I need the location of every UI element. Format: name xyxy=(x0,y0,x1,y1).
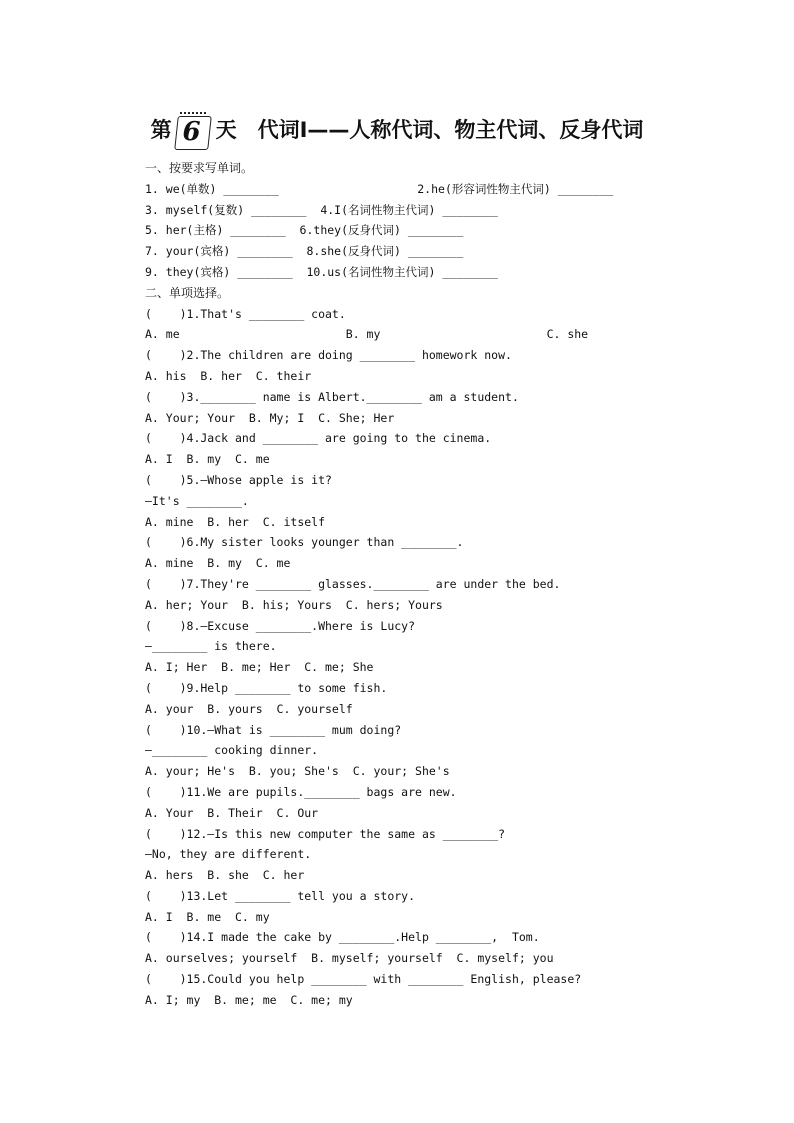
fill-line-5: 9. they(宾格) ________ 10.us(名词性物主代词) ________ xyxy=(145,264,498,279)
question-8: ( )8.—Excuse ________.Where is Lucy? xyxy=(145,618,416,633)
options-15: A. I; my B. me; me C. me; my xyxy=(145,992,353,1007)
calendar-icon xyxy=(174,112,210,150)
question-5: ( )5.—Whose apple is it? xyxy=(145,472,332,487)
question-10: ( )10.—What is ________ mum doing? xyxy=(145,722,402,737)
fill-line-4: 7. your(宾格) ________ 8.she(反身代词) ________ xyxy=(145,244,464,259)
options-7: A. her; Your B. his; Yours C. hers; Yours xyxy=(145,597,443,612)
question-2: ( )2.The children are doing ________ homework now. xyxy=(145,348,512,363)
page-title xyxy=(0,108,794,152)
fill-line-1: 1. we(单数) ________ 2.he(形容词性物主代词) ________ xyxy=(145,181,614,196)
options-1: A. me B. my C. she xyxy=(145,327,589,342)
question-11: ( )11.We are pupils.________ bags are new. xyxy=(145,784,457,799)
options-2: A. his B. her C. their xyxy=(145,368,312,383)
day-number: 6 xyxy=(182,117,201,147)
fill-line-2: 3. myself(复数) ________ 4.I(名词性物主代词) ________ xyxy=(145,202,498,217)
question-1: ( )1.That's ________ coat. xyxy=(145,306,346,321)
question-15: ( )15.Could you help ________ with ________ English, please? xyxy=(145,972,582,987)
section-heading-1: 一、按要求写单词。 xyxy=(145,161,254,175)
options-11: A. Your B. Their C. Our xyxy=(145,805,319,820)
options-6: A. mine B. my C. me xyxy=(145,556,291,571)
question-9: ( )9.Help ________ to some fish. xyxy=(145,680,388,695)
question-5-reply: —It's ________. xyxy=(145,493,249,508)
options-4: A. I B. my C. me xyxy=(145,452,270,467)
title-suffix: 天 代词Ⅰ——人称代词、物主代词、反身代词 xyxy=(215,118,644,142)
options-3: A. Your; Your B. My; I C. She; Her xyxy=(145,410,395,425)
question-3: ( )3.________ name is Albert.________ am a student. xyxy=(145,389,519,404)
title-prefix: 第 xyxy=(150,118,172,142)
options-5: A. mine B. her C. itself xyxy=(145,514,326,529)
section-heading-2: 二、单项选择。 xyxy=(145,285,230,300)
question-8-reply: —________ is there. xyxy=(145,639,277,654)
worksheet-content xyxy=(145,158,705,1011)
question-4: ( )4.Jack and ________ are going to the cinema. xyxy=(145,431,492,446)
question-13: ( )13.Let ________ tell you a story. xyxy=(145,888,416,903)
question-12-reply: —No, they are different. xyxy=(145,847,312,862)
options-8: A. I; Her B. me; Her C. me; She xyxy=(145,660,374,675)
question-10-reply: —________ cooking dinner. xyxy=(145,743,319,758)
question-14: ( )14.I made the cake by ________.Help ________, Tom. xyxy=(145,930,540,945)
question-7: ( )7.They're ________ glasses.________ are under the bed. xyxy=(145,576,561,591)
question-12: ( )12.—Is this new computer the same as ________? xyxy=(145,826,506,841)
fill-line-3: 5. her(主格) ________ 6.they(反身代词) ________ xyxy=(145,223,464,238)
options-12: A. hers B. she C. her xyxy=(145,868,305,883)
options-10: A. your; He's B. you; She's C. your; She's xyxy=(145,764,450,779)
question-6: ( )6.My sister looks younger than ________. xyxy=(145,535,464,550)
options-13: A. I B. me C. my xyxy=(145,909,270,924)
options-14: A. ourselves; yourself B. myself; yourself C. myself; you xyxy=(145,951,554,966)
options-9: A. your B. yours C. yourself xyxy=(145,701,353,716)
